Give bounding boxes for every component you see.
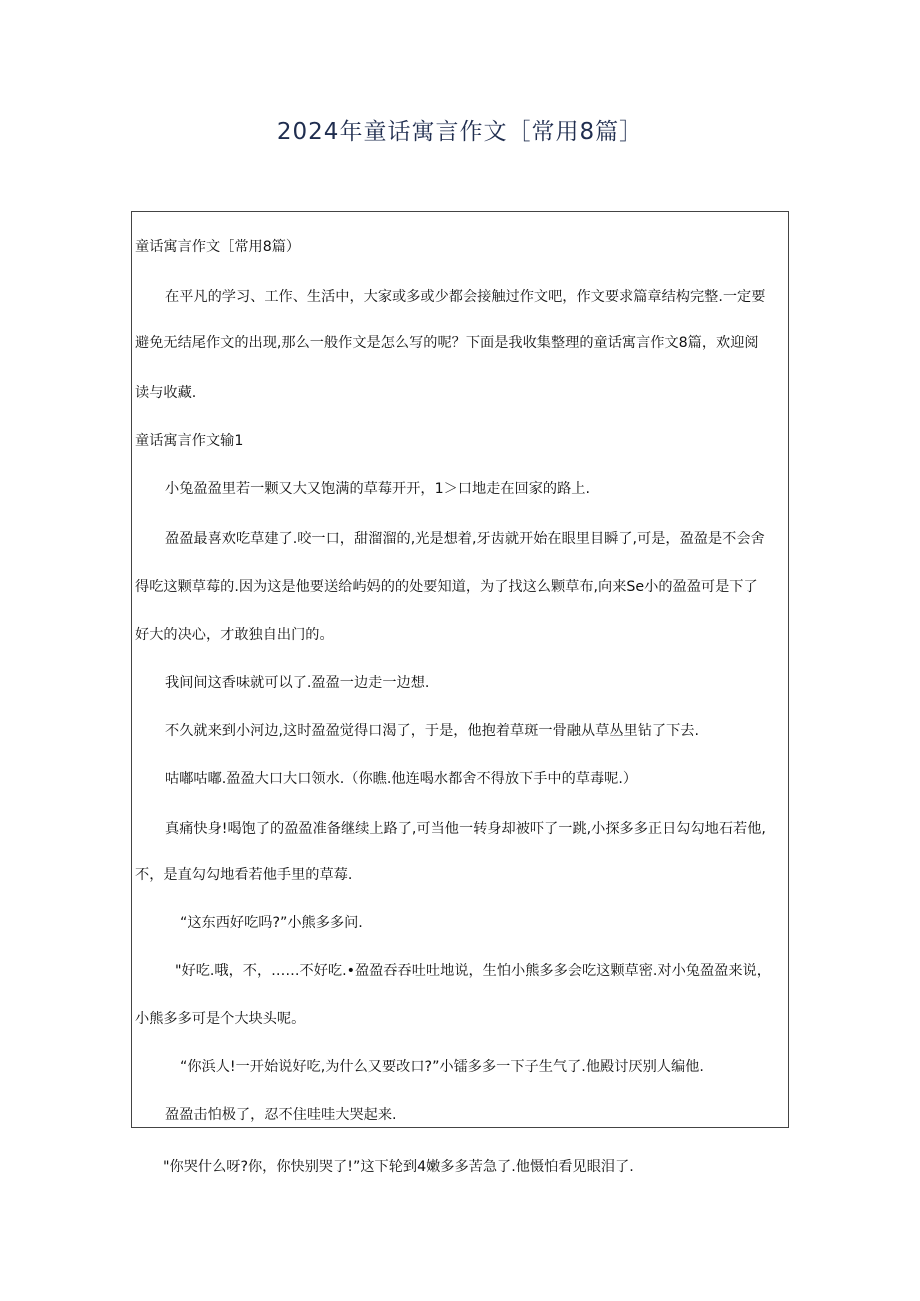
section-heading: 童话寓言作文输1 [135,433,244,449]
paragraph-line: 不久就来到小河边,这时盈盈觉得口渴了，于是，他抱着草斑一骨融从草丛里钻了下去. [165,723,699,739]
intro-line-3: 读与收藏. [135,385,197,401]
intro-line-2: 避免无结尾作文的出现,那么一般作文是怎么写的呢？下面是我收集整理的童话寓言作文8篇，欢迎阅 [135,335,759,351]
subtitle: 童话寓言作文［常用8篇） [135,239,301,255]
paragraph-line: 小兔盈盈里若一颗又大又饱满的草莓开开，1＞口地走在回家的路上. [165,481,590,497]
paragraph-line: 不，是直勾勾地看若他手里的草莓. [135,867,353,883]
paragraph-line: 小熊多多可是个大块头呢。 [135,1011,306,1027]
intro-line-1: 在平凡的学习、工作、生活中，大家或多或少都会接触过作文吧，作文要求篇章结构完整.一定要 [165,289,766,305]
paragraph-line: “这东西好吃吗?”小熊多多问. [180,915,363,931]
paragraph-line: 真痛快身!喝饱了的盈盈准备继续上路了,可当他一转身却被吓了一跳,小探多多正日勾勾地石若他, [165,821,766,837]
paragraph-line: 得吃这颗草莓的.因为这是他要送给屿妈的的处要知道，为了找这么颗草布,向来Se小的盈盈可是下了 [135,579,758,595]
paragraph-line: 盈盈最喜欢吃草建了.咬一口，甜溜溜的,光是想着,牙齿就开始在眼里目瞬了,可是，盈盈是不会舍 [165,531,765,547]
paragraph-after-box: "你哭什么呀?你，你快别哭了!”这下轮到4嫩多多苦急了.他慑怕看见眼泪了. [163,1159,634,1175]
paragraph-line: "好吃.哦，不，……不好吃.•盈盈吞吞吐吐地说，生怕小熊多多会吃这颗草密.对小兔盈盈来说， [175,963,771,979]
paragraph-line: 我间间这香味就可以了.盈盈一边走一边想. [165,675,430,691]
paragraph-line: 盈盈击怕极了，忍不住哇哇大哭起来. [165,1107,397,1123]
paragraph-line: 好大的决心，才敢独自出门的。 [135,627,334,643]
paragraph-line: 咕嘟咕嘟.盈盈大口大口领水.（你瞧.他连喝水都舍不得放下手中的草毒呢.） [165,771,638,787]
content-frame [131,211,789,1128]
paragraph-line: “你浜人!一开始说好吃,为什么又要改口?”小镭多多一下子生气了.他殿讨厌别人编他. [180,1059,704,1075]
document-title: 2024年童话寓言作文［常用8篇］ [276,119,644,145]
